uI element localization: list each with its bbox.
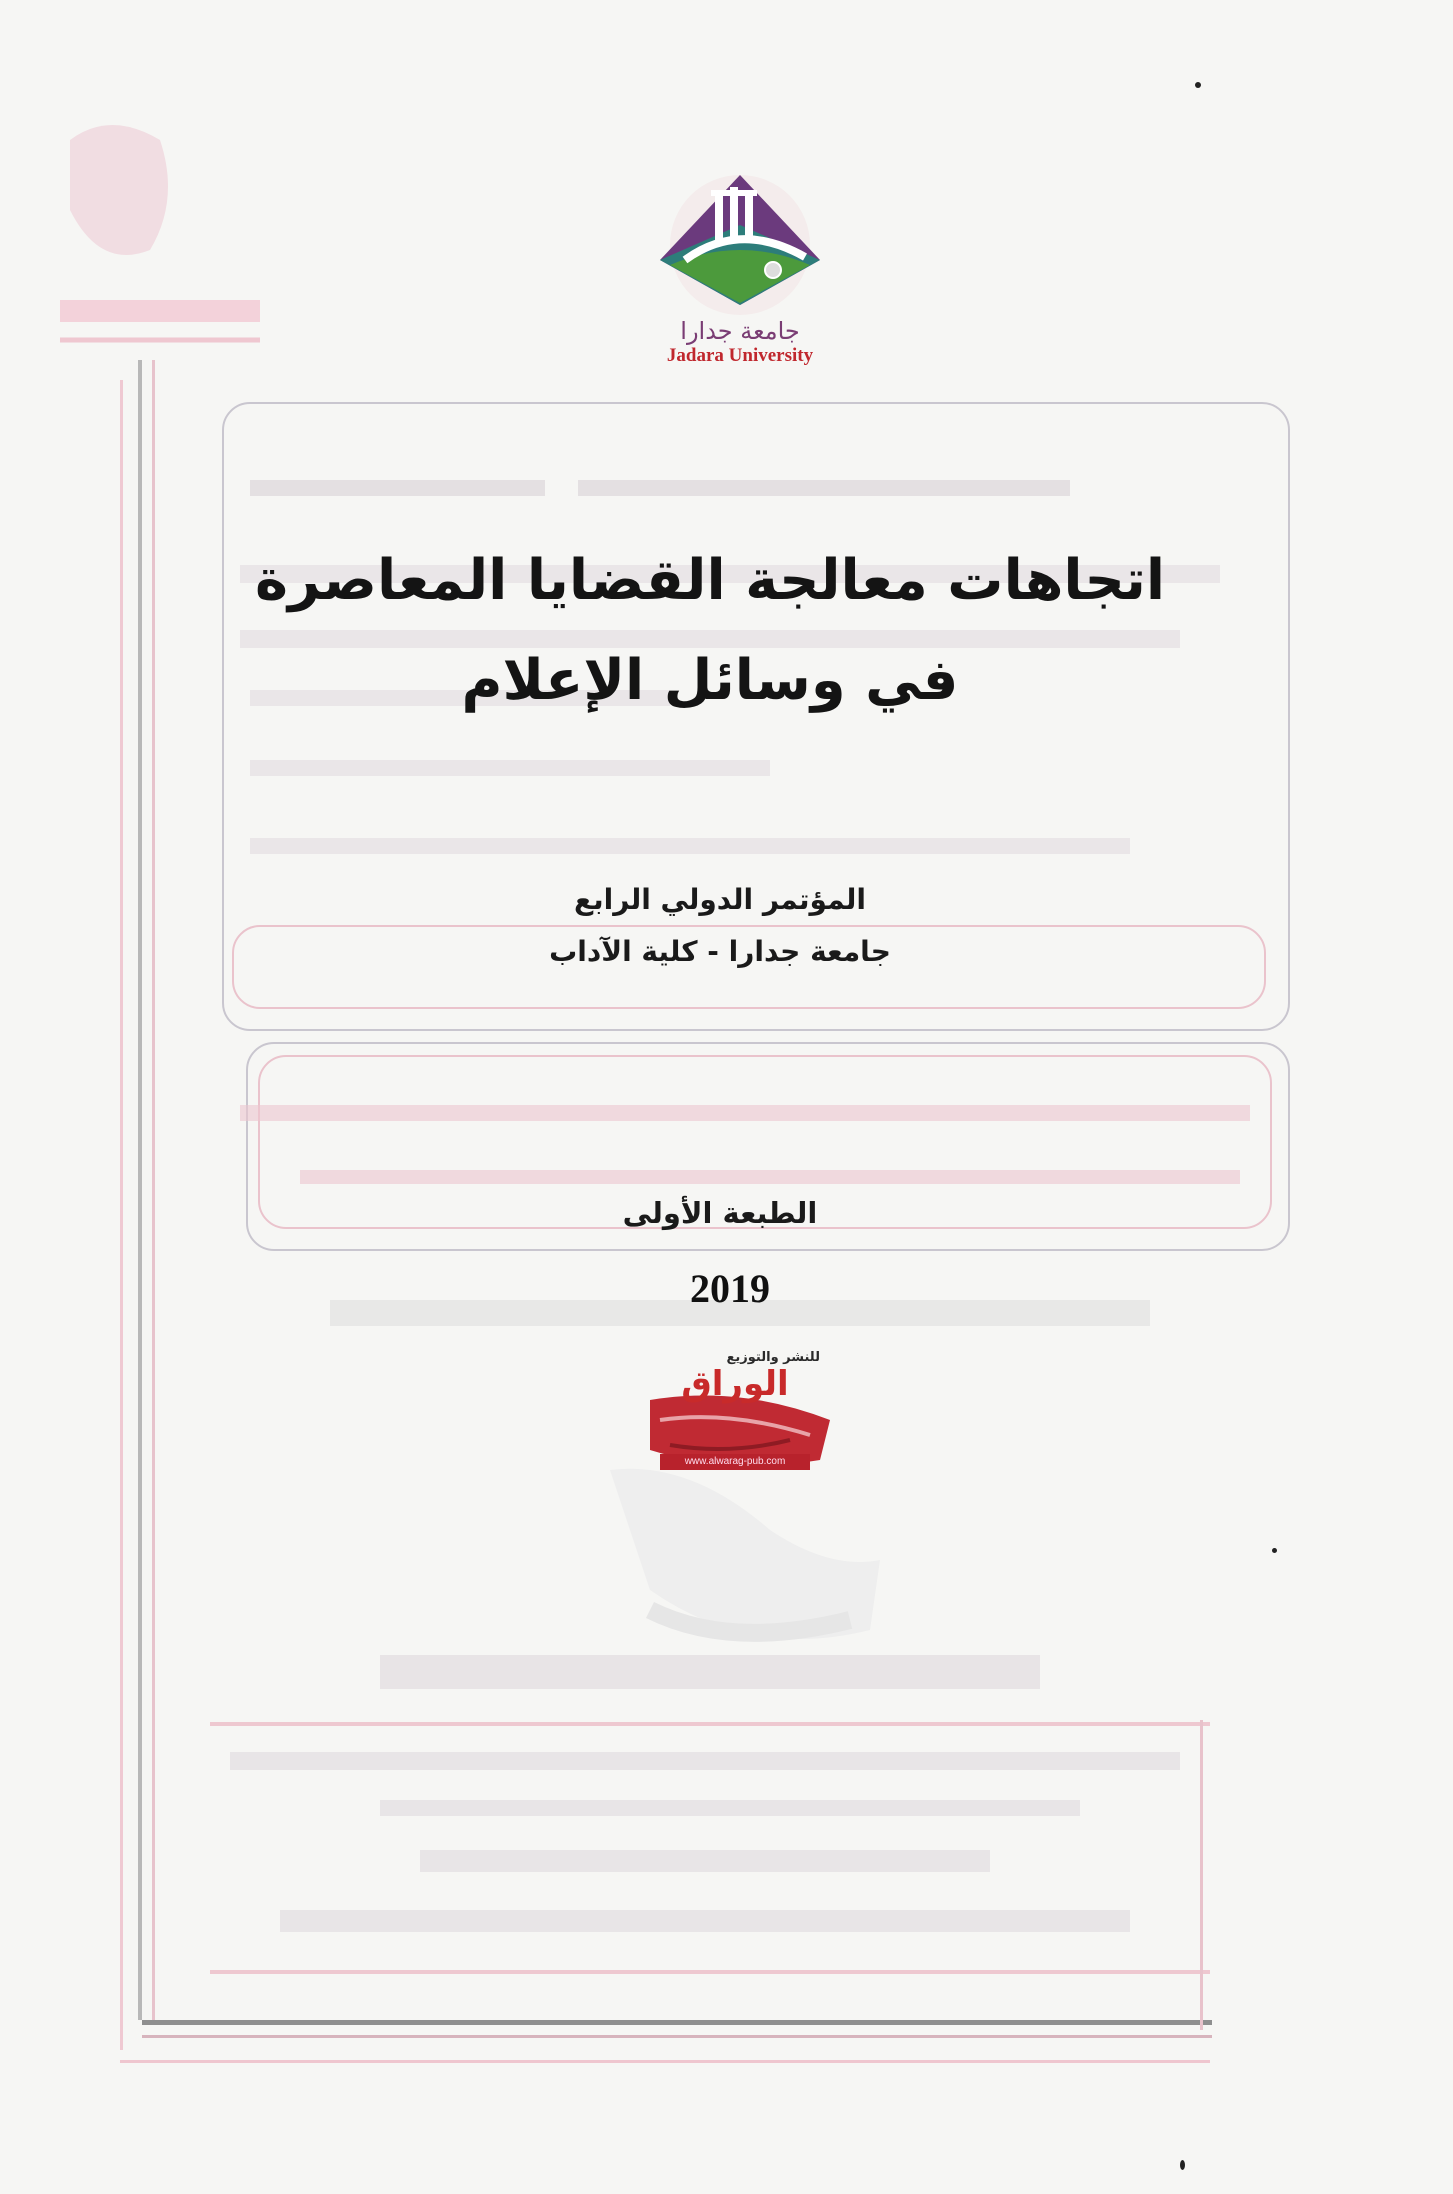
organizer-name: جامعة جدارا - كلية الآداب [549,935,891,968]
university-name-english: Jadara University [666,345,814,366]
bleed-text-5 [250,760,770,776]
publication-year: 2019 [690,1266,770,1311]
bleed-watermark-logo [40,100,260,360]
bleed-text-7 [240,1105,1250,1121]
publisher-tagline: للنشر والتوزيع [726,1350,820,1365]
bleed-text-13 [420,1850,990,1872]
bleed-frame-bottom [142,2020,1212,2038]
scan-speck [1272,1548,1277,1553]
bleed-frame-left [138,360,155,2020]
bleed-text-14 [280,1910,1130,1932]
bleed-text-1 [250,480,1070,496]
scan-speck [1180,2160,1185,2170]
conference-name: المؤتمر الدولي الرابع [574,883,866,916]
publisher-url: www.alwarag-pub.com [660,1454,810,1470]
bleed-band-top [210,1722,1210,1726]
bleed-band-bottom [210,1970,1210,1974]
publisher-name: الوراق [681,1364,789,1404]
university-logo [640,165,840,390]
scan-speck [1195,82,1201,88]
bleed-text-10 [380,1655,1040,1689]
bleed-text-3 [240,630,1180,648]
bleed-frame-bottom-pink [120,2060,1210,2063]
bleed-text-11 [230,1752,1180,1770]
book-title-line2: في وسائل الإعلام [461,648,959,713]
bleed-frame-left-pink [120,380,131,2050]
bleed-text-8 [300,1170,1240,1184]
book-title-line1: اتجاهات معالجة القضايا المعاصرة [254,548,1166,613]
bleed-text-12 [380,1800,1080,1816]
publisher-logo [640,1340,840,1480]
university-emblem-icon [645,165,835,315]
bleed-frame-right [1200,1720,1215,2030]
bleed-text-6 [250,838,1130,854]
edition-label: الطبعة الأولى [622,1196,818,1230]
university-name-arabic: جامعة جدارا [680,317,800,345]
